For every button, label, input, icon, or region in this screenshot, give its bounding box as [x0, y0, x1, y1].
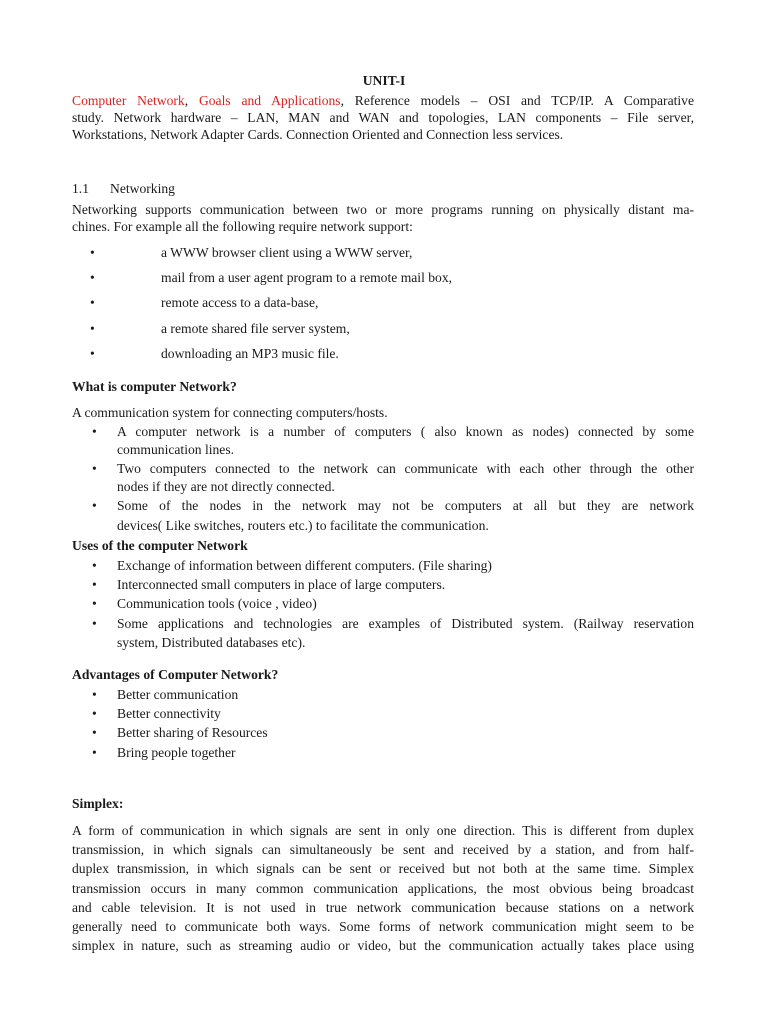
heading-advantages: Advantages of Computer Network?: [72, 667, 279, 682]
simplex-line: simplex in nature, such as streaming audio or video, but the communication actually takes place using: [72, 938, 694, 953]
list-item: Better sharing of Resources: [117, 725, 268, 740]
list-item: a remote shared file server system,: [161, 321, 350, 336]
unit-title: UNIT-I: [362, 73, 406, 88]
list-item: Some applications and technologies are examples of Distributed system. (Railway reservation: [117, 616, 694, 631]
heading-simplex: Simplex:: [72, 796, 124, 811]
list-item: Two computers connected to the network can communicate with each other through the other: [117, 461, 694, 476]
list-item-continuation: communication lines.: [117, 442, 235, 457]
bullet-marker: •: [90, 295, 95, 310]
networking-para-line-1: Networking supports communication between two or more programs running on physically distant ma-: [72, 202, 694, 217]
list-item: Better communication: [117, 687, 239, 702]
section-number: 1.1: [72, 181, 89, 196]
bullet-marker: •: [92, 706, 97, 721]
bullet-marker: •: [92, 498, 97, 513]
section-title: Networking: [110, 181, 175, 196]
simplex-line: generally need to communicate both ways. Some forms of network communication might seem to be: [72, 919, 694, 934]
bullet-marker: •: [92, 596, 97, 611]
bullet-marker: •: [90, 270, 95, 285]
bullet-marker: •: [92, 616, 97, 631]
list-item: mail from a user agent program to a remote mail box,: [161, 270, 453, 285]
list-item: Communication tools (voice , video): [117, 596, 317, 611]
intro-line-1-rest: , Reference models – OSI and TCP/IP. A Comparative: [340, 93, 694, 108]
list-item: Some of the nodes in the network may not be computers at all but they are network: [117, 498, 694, 513]
list-item: Better connectivity: [117, 706, 221, 721]
bullet-marker: •: [92, 461, 97, 476]
bullet-marker: •: [90, 321, 95, 336]
intro-line-3: Workstations, Network Adapter Cards. Connection Oriented and Connection less services.: [72, 127, 564, 142]
simplex-line: transmission occurs in many common communication applications, the most obvious being broadcast: [72, 881, 694, 896]
intro-line-1: [72, 92, 694, 109]
list-item: Exchange of information between different computers. (File sharing): [117, 558, 492, 573]
list-item: Interconnected small computers in place of large computers.: [117, 577, 446, 592]
intro-link-goals: Goals and Applications: [198, 93, 341, 108]
networking-para-line-2: chines. For example all the following require network support:: [72, 219, 413, 234]
bullet-marker: •: [92, 725, 97, 740]
what-is-lead: A communication system for connecting computers/hosts.: [72, 405, 388, 420]
bullet-marker: •: [92, 745, 97, 760]
intro-line-2: study. Network hardware – LAN, MAN and WAN and topologies, LAN components – File server,: [72, 110, 694, 125]
intro-link-computer-network: Computer Network: [72, 93, 185, 108]
list-item: Bring people together: [117, 745, 236, 760]
list-item-continuation: devices( Like switches, routers etc.) to facilitate the communication.: [117, 518, 489, 533]
list-item-continuation: system, Distributed databases etc).: [117, 635, 306, 650]
heading-uses: Uses of the computer Network: [72, 538, 248, 553]
simplex-line: transmission, in which signals can simultaneously be sent and received by a station, and from half-: [72, 842, 694, 857]
bullet-marker: •: [90, 346, 95, 361]
bullet-marker: •: [92, 558, 97, 573]
list-item-continuation: nodes if they are not directly connected.: [117, 479, 335, 494]
intro-separator: ,: [184, 93, 199, 108]
list-item: A computer network is a number of computers ( also known as nodes) connected by some: [117, 424, 694, 439]
heading-what-is: What is computer Network?: [72, 379, 237, 394]
simplex-line: duplex transmission, in which signals can be sent or received but not both at the same time. Simplex: [72, 861, 694, 876]
bullet-marker: •: [92, 424, 97, 439]
list-item: a WWW browser client using a WWW server,: [161, 245, 413, 260]
bullet-marker: •: [92, 687, 97, 702]
list-item: downloading an MP3 music file.: [161, 346, 339, 361]
bullet-marker: •: [90, 245, 95, 260]
list-item: remote access to a data-base,: [161, 295, 319, 310]
bullet-marker: •: [92, 577, 97, 592]
simplex-line: and cable television. It is not used in true network communication because stations on a network: [72, 900, 694, 915]
simplex-line: A form of communication in which signals are sent in only one direction. This is different from duplex: [72, 823, 694, 838]
